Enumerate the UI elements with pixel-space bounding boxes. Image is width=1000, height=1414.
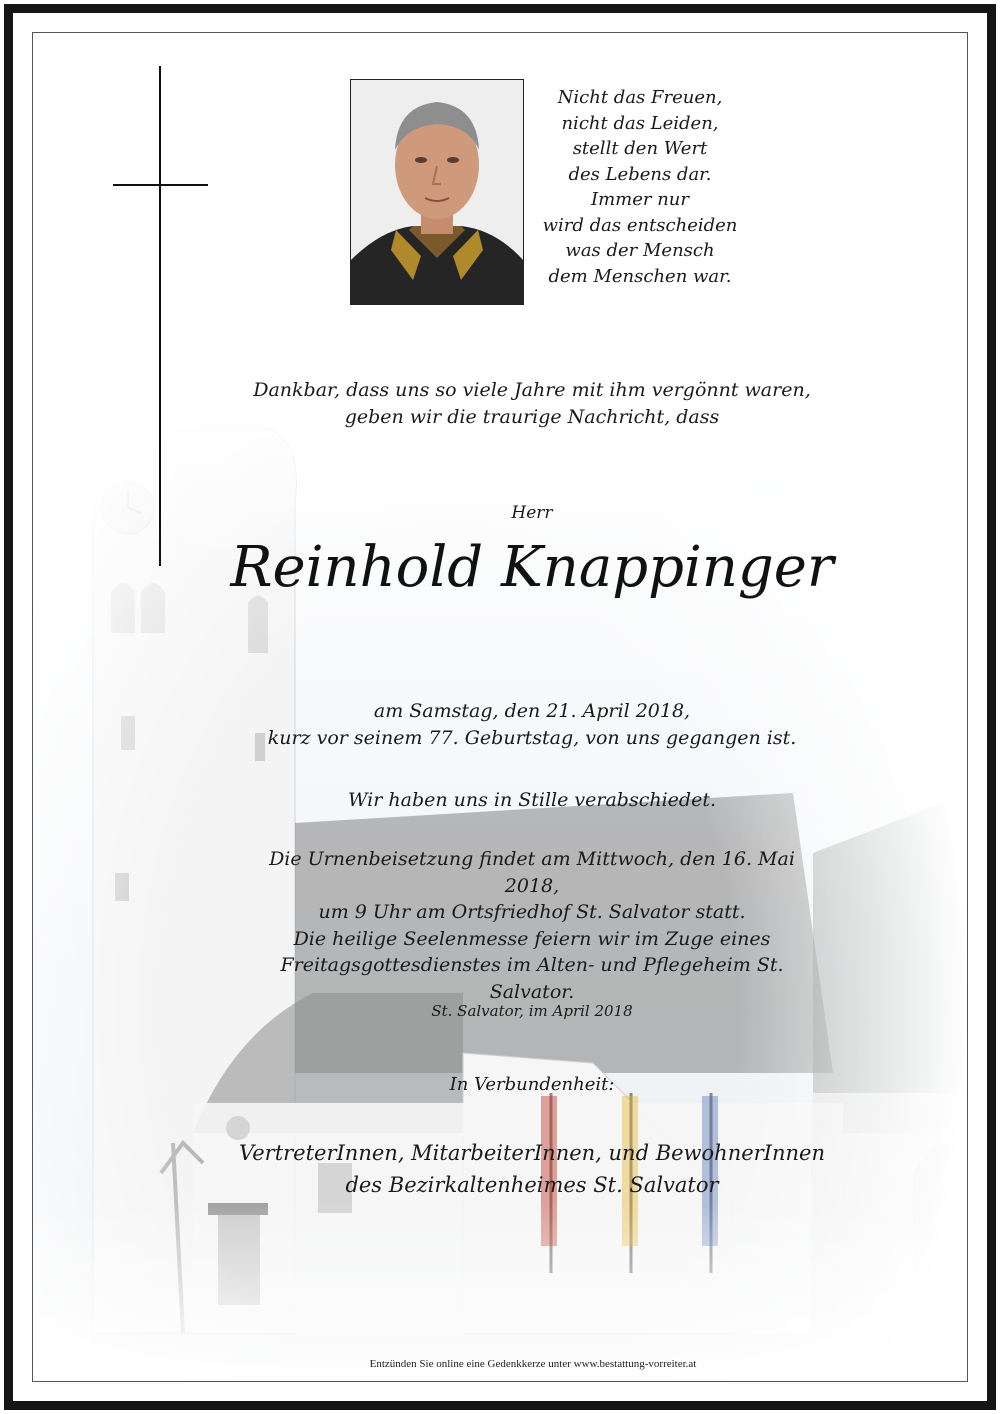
- salutation: Herr: [511, 503, 553, 523]
- deceased-name: Reinhold Knappinger: [230, 535, 834, 600]
- intro-line: Dankbar, dass uns so viele Jahre mit ihm vergönnt waren,: [253, 379, 811, 401]
- death-notice: [230, 698, 834, 752]
- funeral-line: um 9 Uhr am Ortsfriedhof St. Salvator statt.: [318, 901, 746, 923]
- funeral-details: [240, 846, 824, 1005]
- poem-line: stellt den Wert: [572, 138, 708, 159]
- closing-phrase: In Verbundenheit:: [449, 1074, 615, 1095]
- poem-line: nicht das Leiden,: [561, 112, 719, 134]
- signature-block: [230, 1137, 834, 1201]
- place-date: St. Salvator, im April 2018: [431, 1002, 633, 1020]
- memorial-poem: [540, 85, 740, 289]
- intro-line: geben wir die traurige Nachricht, dass: [344, 406, 720, 428]
- poem-line: wird das entscheiden: [542, 214, 738, 236]
- death-line: am Samstag, den 21. April 2018,: [373, 700, 691, 722]
- portrait-photo: [350, 79, 524, 305]
- poem-line: Nicht das Freuen,: [557, 87, 723, 108]
- cross-vertical-bar: [159, 66, 161, 566]
- poem-line: des Lebens dar.: [568, 163, 712, 185]
- poem-line: Immer nur: [590, 189, 689, 210]
- signature-line: des Bezirkaltenheimes St. Salvator: [345, 1173, 719, 1197]
- death-line: kurz vor seinem 77. Geburtstag, von uns gegangen ist.: [267, 727, 797, 749]
- farewell-text: Wir haben uns in Stille verabschiedet.: [347, 789, 716, 811]
- poem-line: dem Menschen war.: [548, 265, 732, 287]
- intro-text: [200, 377, 864, 431]
- funeral-line: Die heilige Seelenmesse feiern wir im Zuge eines: [293, 927, 771, 950]
- poem-line: was der Mensch: [565, 240, 715, 261]
- funeral-line: Die Urnenbeisetzung findet am Mittwoch, den 16. Mai 2018,: [269, 848, 795, 897]
- signature-line: VertreterInnen, MitarbeiterInnen, und BewohnerInnen: [239, 1141, 825, 1165]
- cross-horizontal-bar: [113, 184, 208, 186]
- funeral-line: Freitagsgottesdienstes im Alten- und Pflegeheim St. Salvator.: [280, 954, 784, 1003]
- footer-note: Entzünden Sie online eine Gedenkkerze unter www.bestattung-vorreiter.at: [369, 1358, 697, 1370]
